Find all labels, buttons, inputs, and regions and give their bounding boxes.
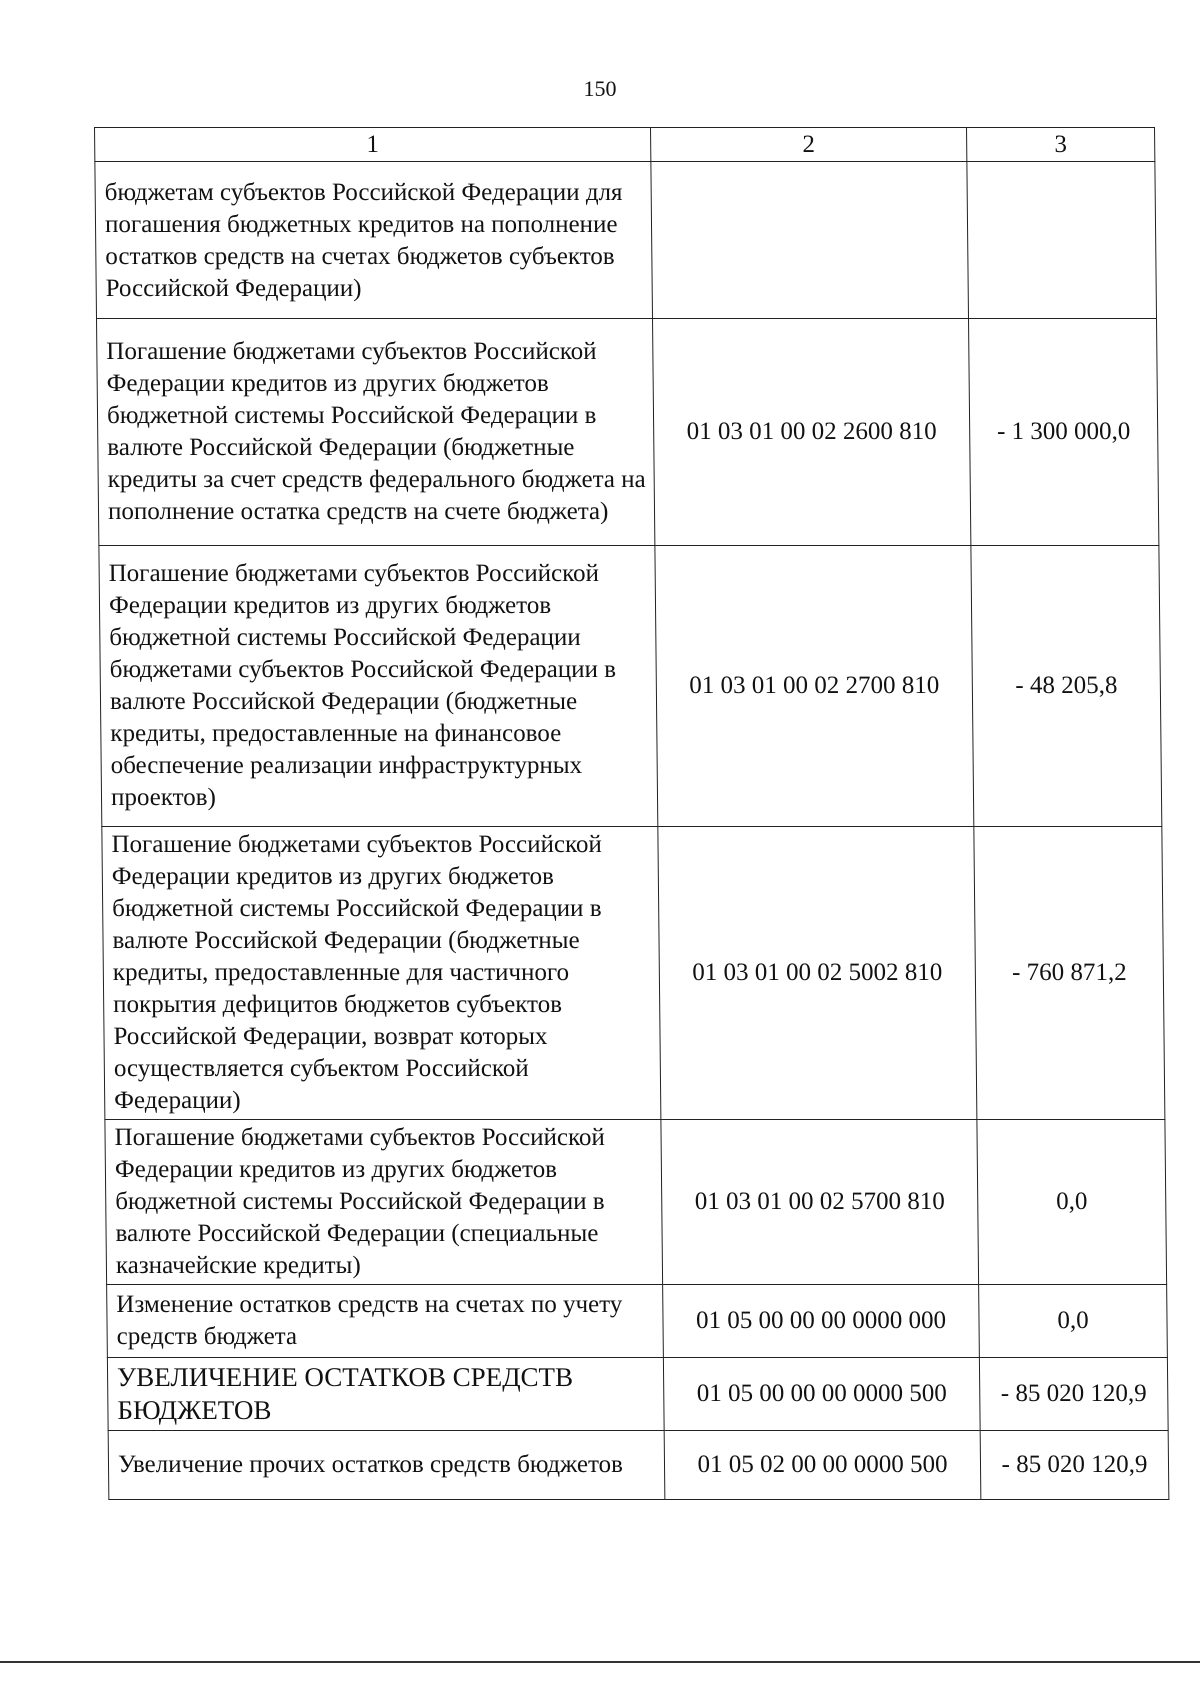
- table-row: [105, 1120, 1167, 1285]
- table-row: [102, 827, 1165, 1120]
- row-code: [651, 162, 969, 319]
- row-amount: - 85 020 120,9: [979, 1358, 1168, 1431]
- row-code: 01 05 00 00 00 0000 000: [663, 1285, 980, 1358]
- column-header-2: 2: [651, 128, 967, 162]
- row-description: Погашение бюджетами субъектов Российской Федерации кредитов из других бюджетов бюджетной системы Российской Федерации в валюте Российской Федерации (специальные казначейские кредиты): [105, 1120, 663, 1285]
- row-code: 01 03 01 00 02 2600 810: [653, 319, 971, 546]
- row-code: 01 03 01 00 02 5700 810: [661, 1120, 979, 1285]
- row-description: УВЕЛИЧЕНИЕ ОСТАТКОВ СРЕДСТВ БЮДЖЕТОВ: [107, 1358, 664, 1431]
- page-number: 150: [583, 76, 617, 101]
- row-code: 01 05 02 00 00 0000 500: [664, 1431, 981, 1500]
- table-row: [107, 1285, 1168, 1358]
- table-row: [95, 162, 1157, 319]
- row-description: Погашение бюджетами субъектов Российской Федерации кредитов из других бюджетов бюджетной системы Российской Федерации в валюте Российской Федерации (бюджетные кредиты за счет средств федерального бюджета на пополнение остатка средств на счете бюджета): [97, 319, 655, 546]
- row-amount: 0,0: [979, 1285, 1168, 1358]
- row-amount: - 760 871,2: [974, 827, 1165, 1120]
- row-amount: - 85 020 120,9: [980, 1431, 1169, 1500]
- row-description: Увеличение прочих остатков средств бюджетов: [108, 1431, 665, 1500]
- row-description: бюджетам субъектов Российской Федерации для погашения бюджетных кредитов на пополнение остатков средств на счетах бюджетов субъектов Российской Федерации): [95, 162, 653, 319]
- table-row: [108, 1431, 1169, 1500]
- budget-sources-table: [94, 127, 1169, 1500]
- row-amount: - 1 300 000,0: [969, 319, 1159, 546]
- row-description: Изменение остатков средств на счетах по учету средств бюджета: [107, 1285, 664, 1358]
- row-amount: 0,0: [977, 1120, 1167, 1285]
- row-code: 01 03 01 00 02 5002 810: [658, 827, 977, 1120]
- table-header-row: [95, 128, 1155, 162]
- table-row: [99, 546, 1162, 827]
- row-description: Погашение бюджетами субъектов Российской Федерации кредитов из других бюджетов бюджетной системы Российской Федерации бюджетами субъектов Российской Федерации в валюте Российской Федерации (бюджетные кредиты, предоставленные на финансовое обеспечение реализации инфраструктурных проектов): [99, 546, 658, 827]
- row-code: 01 03 01 00 02 2700 810: [655, 546, 974, 827]
- column-header-3: 3: [967, 128, 1155, 162]
- row-code: 01 05 00 00 00 0000 500: [663, 1358, 980, 1431]
- row-description: Погашение бюджетами субъектов Российской Федерации кредитов из других бюджетов бюджетной системы Российской Федерации в валюте Российской Федерации (бюджетные кредиты, предоставленные для частичного покрытия дефицитов бюджетов субъектов Российской Федерации, возврат которых осуществляется субъектом Российской Федерации): [102, 827, 661, 1120]
- bottom-rule: [0, 1661, 1200, 1663]
- row-amount: [967, 162, 1157, 319]
- row-amount: - 48 205,8: [971, 546, 1162, 827]
- table-row: [107, 1358, 1168, 1431]
- column-header-1: 1: [95, 128, 651, 162]
- table-row: [97, 319, 1159, 546]
